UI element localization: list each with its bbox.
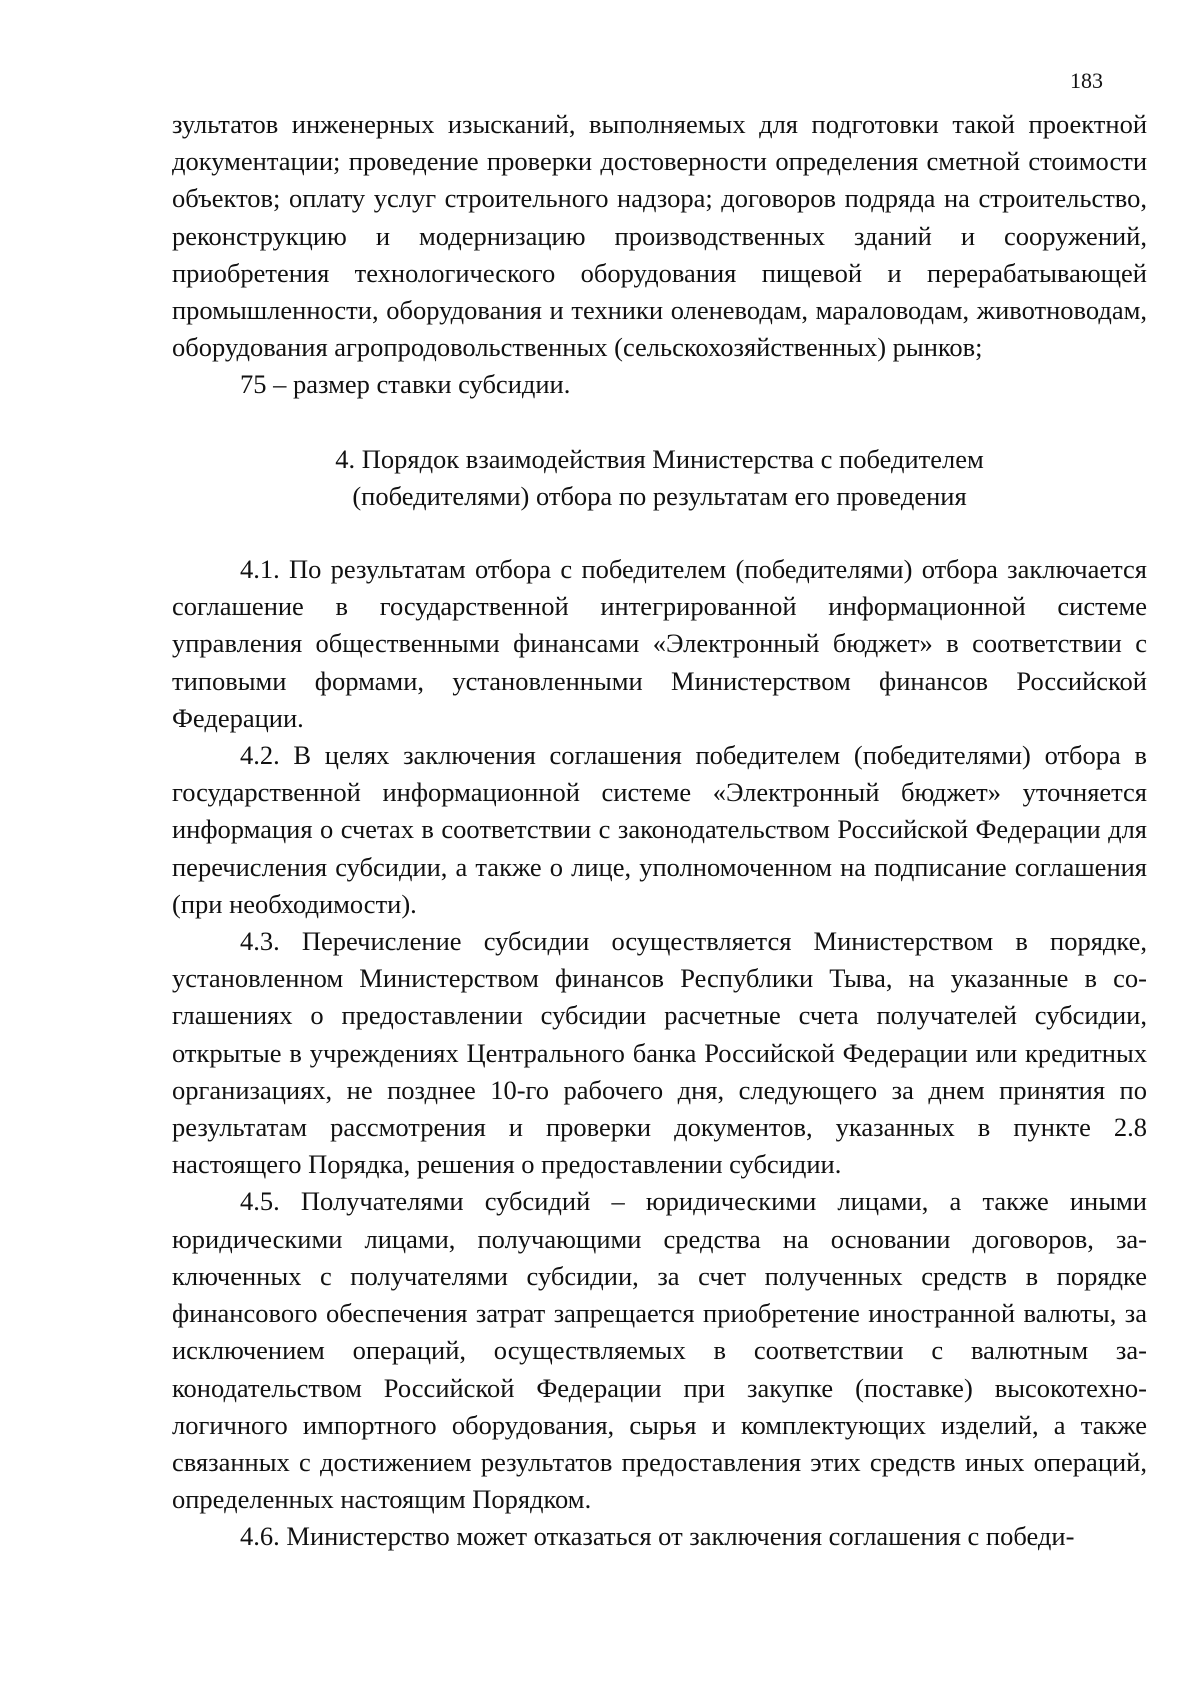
section-heading <box>172 441 1147 515</box>
paragraph-continuation: зультатов инженерных изысканий, выполняемых для подготовки такой проектной документации; проведение проверки достоверности определения сметной стоимости объектов; оплату услуг строительного надзора; договоров подряда на строительство, реконструкцию и модернизацию производственных зданий и сооружений, приобретения технологического оборудования пищевой и перерабатывающей промышленности, оборудования и техники оленеводам, мараловодам, животноводам, оборудования агропродовольственных (сельскохозяйственных) рынков; <box>172 109 1147 363</box>
paragraph-4-2: 4.2. В целях заключения соглашения победителем (победителями) отбора в государственной информационной системе «Электронный бюджет» уточняется информация о счетах в соответствии с законодательством Российской Федерации для перечисления субсидии, а также о лице, уполномоченном на подписание соглашения (при необходимости). <box>172 740 1147 919</box>
section-heading-line-2: (победителями) отбора по результатам его проведения <box>352 480 967 511</box>
paragraph-4-3: 4.3. Перечисление субсидии осуществляется Министерством в порядке, установленном Министерством финансов Республики Тыва, на указанные в соглашениях о предоставлении субсидии расчетные счета получателей субсидии, открытые в учреждениях Центрального банка Российской Федерации или кредитных организациях, не позднее 10-го рабочего дня, следующего за днем принятия по результатам рассмотрения и проверки документов, указанных в пункте 2.8 настоящего Порядка, решения о предоставлении субсидии. <box>172 926 1147 1180</box>
page-number: 183 <box>1070 68 1103 93</box>
section-heading-line-1: 4. Порядок взаимодействия Министерства с победителем <box>335 443 984 474</box>
paragraph-4-6: 4.6. Министерство может отказаться от заключения соглашения с победи- <box>240 1521 1075 1552</box>
paragraph-4-5: 4.5. Получателями субсидий – юридическими лицами, а также иными юридическими лицами, получающими средства на основании договоров, заключенных с получателями субсидии, за счет полученных средств в порядке финансового обеспечения затрат запрещается приобретение иностранной валюты, за исключением операций, осуществляемых в соответствии с валютным законодательством Российской Федерации при закупке (поставке) высокотехнологичного импортного оборудования, сырья и комплектующих изделий, а также связанных с достижением результатов предоставления этих средств иных операций, определенных настоящим Порядком. <box>172 1186 1147 1515</box>
document-body <box>172 106 1147 1556</box>
paragraph-4-1: 4.1. По результатам отбора с победителем (победителями) отбора заключается соглашение в государственной интегрированной информационной системе управления общественными финансами «Электронный бюджет» в соответствии с типовыми формами, установленными Министерством финансов Российской Федерации. <box>172 554 1147 733</box>
paragraph-subsidy-rate: 75 – размер ставки субсидии. <box>240 369 571 400</box>
